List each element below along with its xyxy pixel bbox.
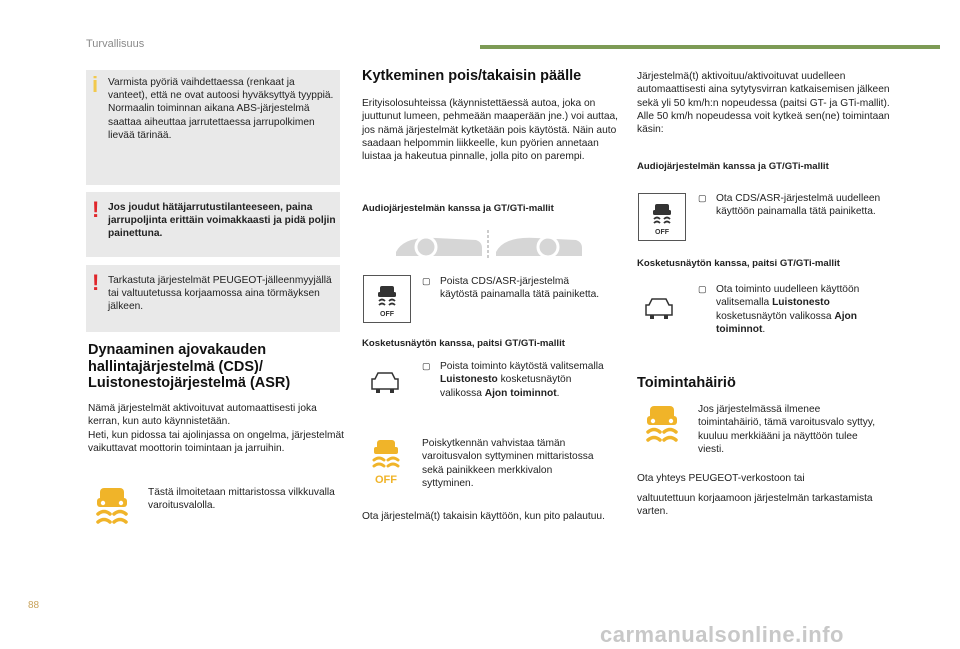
menu-ajon-toiminnot: Ajon toiminnot: [484, 387, 557, 399]
off-lamp-description: Poiskytkennän vahvistaa tämän varoitusvalon syttyminen mittaristossa sekä painikkeen merkkivalon syttyminen.: [422, 438, 594, 489]
esp-warning-lamp-icon: [642, 402, 682, 446]
section-heading-toggle: Kytkeminen pois/takaisin päälle: [362, 68, 582, 84]
step-off-touch-text: .: [556, 387, 560, 399]
warning-lamp-description: Tästä ilmoitetaan mittaristossa vilkkuvalla varoitusvalolla.: [148, 487, 335, 512]
menu-ajon-toiminnot: Ajon toiminnot: [716, 310, 857, 335]
fault-description: Jos järjestelmässä ilmenee toimintahäiriö, tämä varoitusvalo syttyy, kuuluu merkkiääni ja näyttöön tulee viesti.: [698, 404, 876, 455]
subheading-touch-off: Kosketusnäytön kanssa, paitsi GT/GTi-mallit: [362, 338, 565, 349]
warning-box-emergency-text: Jos joudut hätäjarrutustilanteeseen, paina jarrupoljinta erittäin voimakkaasti ja pidä poljin painettuna.: [108, 202, 336, 240]
cds-asr-paragraph: Nämä järjestelmät aktivoituvat automaattisesti joka kerran, kun auto käynnistetään. Heti, kun pidossa tai ajolinjassa on ongelma, järjestelmät vaikuttavat moottorin toimintaan ja jarruihin.: [88, 403, 344, 454]
subheading-touch-on: Kosketusnäytön kanssa, paitsi GT/GTi-mallit: [637, 258, 840, 269]
subheading-audio-off: Audiojärjestelmän kanssa ja GT/GTi-mallit: [362, 203, 554, 214]
reactivation-paragraph: Järjestelmä(t) aktivoituu/aktivoituvat uudelleen automaattisesti aina sytytysvirran katkaisemisen jälkeen sekä yli 50 km/h:n nopeudessa (paitsi GT- ja GTi-mallit). Alle 50 km/h nopeudessa voit kytkeä sen(ne) toimintaan käsin:: [637, 71, 890, 136]
step-on-audio-text: Ota CDS/ASR-järjestelmä uudelleen käyttöön painamalla tätä painiketta.: [716, 193, 881, 218]
bullet-icon: ▢: [698, 193, 707, 203]
step-on-touch-text: kosketusnäytön valikossa: [716, 310, 835, 322]
bullet-icon: ▢: [698, 284, 707, 294]
esp-warning-lamp-icon: [92, 484, 132, 528]
contact-text-line1: Ota yhteys PEUGEOT-verkostoon tai: [637, 473, 805, 484]
warning-box-inspection: [86, 265, 340, 332]
warning-exclamation-icon: !: [92, 270, 100, 295]
warning-box-emergency: [86, 192, 340, 257]
warning-exclamation-icon: !: [92, 197, 100, 222]
bullet-icon: ▢: [422, 276, 431, 286]
subheading-audio-on: Audiojärjestelmän kanssa ja GT/GTi-mallit: [637, 161, 829, 172]
step-off-touch-text: kosketusnäytön valikossa: [440, 374, 572, 399]
info-icon: i: [92, 72, 99, 97]
bullet-icon: ▢: [422, 361, 431, 371]
reactivate-text: Ota järjestelmä(t) takaisin käyttöön, kun pito palautuu.: [362, 511, 605, 522]
off-label: OFF: [655, 229, 669, 236]
info-box-text: Varmista pyöriä vaihdettaessa (renkaat ja vanteet), että ne ovat autoosi hyväksyttyä tyyppiä. Normaalin toiminnan aikana ABS-järjestelmä saattaa aiheuttaa jarrutettaessa jarrupolkimen lievää tärinää.: [108, 77, 334, 141]
off-label: OFF: [375, 474, 397, 486]
toggle-paragraph: Erityisolosuhteissa (käynnistettäessä autoa, joka on juuttunut lumeen, pehmeään maaperään jne.) voi auttaa, jos nämä järjestelmät kytketään pois käytöstä. Näin auto saadaan helpommin liikkeelle, kun pyörien annetaan luistaa ja hakeutua pinnalle, jolla pito on parempi.: [362, 98, 618, 163]
dashboard-illustration: [392, 228, 586, 260]
car-outline-icon: [642, 295, 676, 321]
esp-off-button-icon: [363, 275, 411, 323]
menu-luistonesto: Luistonesto: [772, 297, 830, 309]
section-heading-cds-asr: Dynaaminen ajovakauden hallintajärjestelmä (CDS)/ Luistonestojärjestelmä (ASR): [88, 342, 291, 391]
section-label: Turvallisuus: [86, 38, 145, 50]
esp-off-warning-lamp-icon: [366, 438, 406, 486]
header-accent-bar: [480, 45, 940, 49]
car-outline-icon: [368, 369, 402, 395]
warning-box-inspection-text: Tarkastuta järjestelmät PEUGEOT-jälleenmyyjällä tai valtuutetussa korjaamossa aina törmäyksen jälkeen.: [108, 275, 332, 313]
step-off-audio-text: Poista CDS/ASR-järjestelmä käytöstä painamalla tätä painiketta.: [440, 276, 600, 301]
page-number: 88: [28, 600, 40, 611]
contact-text-line2: valtuutettuun korjaamoon järjestelmän tarkastamista varten.: [637, 493, 873, 518]
step-on-touch-text: Ota toiminto uudelleen käyttöön valitsemalla: [716, 284, 860, 309]
step-off-touch-text: Poista toiminto käytöstä valitsemalla: [440, 361, 604, 372]
menu-luistonesto: Luistonesto: [440, 374, 498, 386]
section-heading-fault: Toimintahäiriö: [637, 375, 736, 391]
step-on-touch-text: .: [762, 323, 766, 335]
watermark: carmanualsonline.info: [600, 622, 844, 647]
esp-off-button-icon: [638, 193, 686, 241]
off-label: OFF: [380, 311, 394, 318]
info-box: [86, 70, 340, 185]
